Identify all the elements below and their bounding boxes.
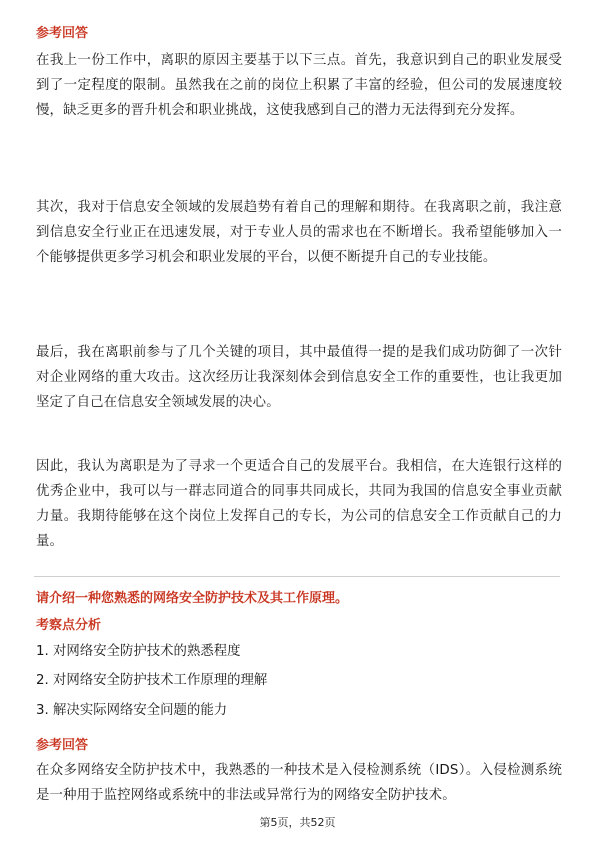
question-title: 请介绍一种您熟悉的网络安全防护技术及其工作原理。 (36, 591, 349, 606)
answer-paragraph-3: 最后，我在离职前参与了几个关键的项目，其中最值得一提的是我们成功防御了一次针对企业网络的重大攻击。这次经历让我深刻体会到信息安全工作的重要性，也让我更加坚定了自己在信息安全领域发展的决心。 (36, 345, 562, 410)
answer-paragraph-4: 因此，我认为离职是为了寻求一个更适合自己的发展平台。我相信，在大连银行这样的优秀企业中，我可以与一群志同道合的同事共同成长，共同为我国的信息安全事业贡献力量。我期待能够在这个岗位上发挥自己的专长，为公司的信息安全工作贡献自己的力量。 (36, 459, 562, 549)
answer-paragraph-ids: 在众多网络安全防护技术中，我熟悉的一种技术是入侵检测系统（IDS）。入侵检测系统是一种用于监控网络或系统中的非法或异常行为的网络安全防护技术。 (36, 763, 562, 803)
answer-paragraph-2: 其次，我对于信息安全领域的发展趋势有着自己的理解和期待。在我离职之前，我注意到信息安全行业正在迅速发展，对于专业人员的需求也在不断增长。我希望能够加入一个能够提供更多学习机会和职业发展的平台，以便不断提升自己的专业技能。 (36, 200, 562, 265)
section-divider (34, 576, 560, 577)
answer-heading: 参考回答 (36, 26, 89, 41)
analysis-item: 1. 对网络安全防护技术的熟悉程度 (36, 644, 241, 659)
answer-paragraph-1: 在我上一份工作中，离职的原因主要基于以下三点。首先，我意识到自己的职业发展受到了一定程度的限制。虽然我在之前的岗位上积累了丰富的经验，但公司的发展速度较慢，缺乏更多的晋升机会和职业挑战，这使我感到自己的潜力无法得到充分发挥。 (36, 53, 562, 118)
analysis-heading: 考察点分析 (36, 618, 102, 633)
analysis-item: 2. 对网络安全防护技术工作原理的理解 (36, 673, 268, 688)
answer-heading-2: 参考回答 (36, 738, 89, 753)
analysis-item: 3. 解决实际网络安全问题的能力 (36, 703, 228, 718)
page-number: 第5页，共52页 (259, 816, 336, 829)
